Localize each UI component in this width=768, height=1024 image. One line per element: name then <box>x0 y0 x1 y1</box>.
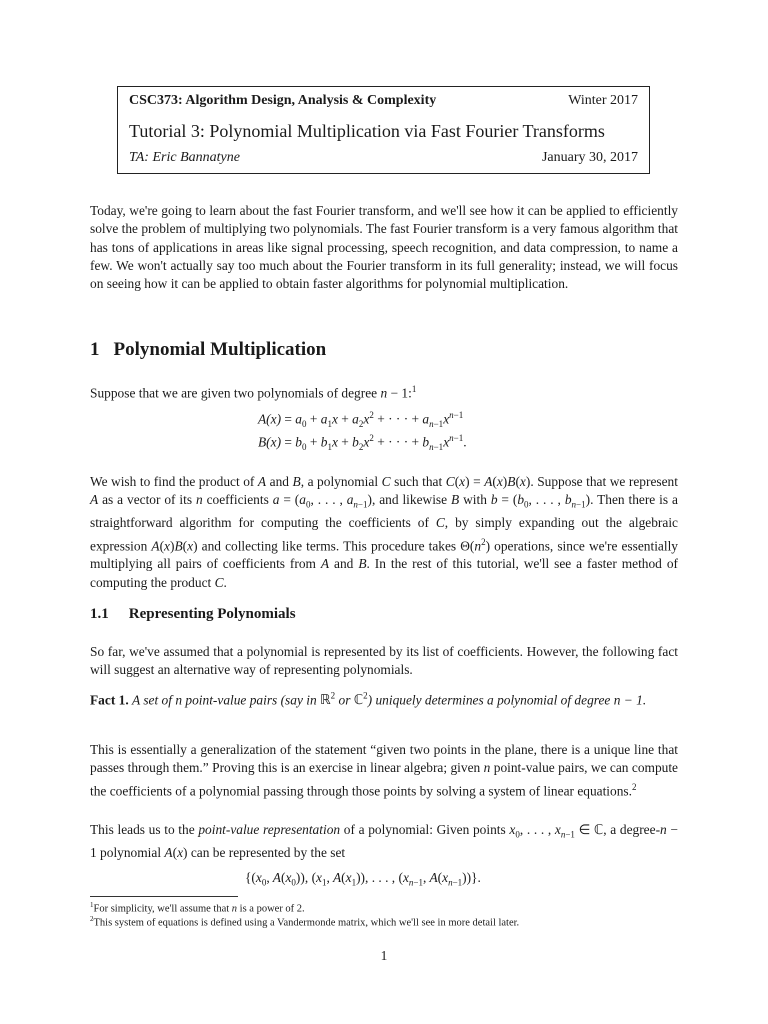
section11-paragraph-1: So far, we've assumed that a polynomial is represented by its list of coefficients. However, the following fact will suggest an alternative way of representing polynomials. <box>90 644 678 678</box>
s11p3-d: , a degree- <box>603 822 661 837</box>
equation-point-value-set: {($x_0$, $A(x_0)$), ($x_1$, $A(x_1)$), . . . , ($x_{n-1}$, $A(x_{n-1})$)}. <box>245 870 481 888</box>
s1p2-k: , by simply expanding out the algebraic expression <box>90 515 678 554</box>
subsection-heading <box>90 606 296 623</box>
footnote-1-mark: 1 <box>90 901 94 909</box>
s1p1-text: Suppose that we are given two polynomials of degree <box>90 385 378 401</box>
subsection-title: Representing Polynomials <box>128 606 296 622</box>
fact-c: or <box>338 692 351 708</box>
ta-name: TA: Eric Bannatyne <box>129 150 240 165</box>
term: Winter 2017 <box>568 93 638 108</box>
s11p3-a: This leads us to the <box>90 822 195 837</box>
s1p2-g: coefficients <box>206 492 269 508</box>
section11-paragraph-2: This is essentially a generalization of the statement “given two points in the plane, there is a unique line that passes through them.” Proving this is an exercise in linear algebra; given n point-value pairs, we can compute the coefficients of a polynomial passing through those points by solving a system of linear equations.$^2$ <box>90 742 678 799</box>
s11p3-c: of a polynomial: Given points <box>343 822 506 837</box>
date: January 30, 2017 <box>541 150 638 165</box>
footnote-1-b: is a power of 2. <box>239 903 305 915</box>
s1p2-d: such that <box>394 474 443 489</box>
section1-paragraph-2: We wish to find the product of A and B, a polynomial C such that C(x) = A(x)B(x). Suppose that we represent A as a vector of its n coefficients $a = (a_0$, . . . , $a_{n-1}$), and likewise B with $b = (b_0$, . . . , $b_{n-1}$). Then there is a straightforward algorithm for computing the coefficients of C, by simply expanding out the algebraic expression A(x)B(x) and collecting like terms. This procedure takes $\Theta(n^2)$ operations, since we're essentially multiplying all pairs of coefficients from A and B. In the rest of this tutorial, we'll see a faster method of computing the product C. <box>90 474 679 590</box>
tutorial-title: Tutorial 3: Polynomial Multiplication via Fast Fourier Transforms <box>129 121 605 141</box>
equation-b: $B(x) = b_0 + b_1x + b_2x^2$ + · · · + $b_{n-1}x^{n-1}$. <box>258 433 467 453</box>
section1-paragraph-1: Suppose that we are given two polynomials of degree n − 1:$^1$ <box>90 384 417 401</box>
s1p2-o: . In the rest of this tutorial, we'll see a faster method of computing the product <box>90 556 678 590</box>
section-title: Polynomial Multiplication <box>113 339 327 360</box>
fact-d: ) uniquely determines a polynomial of degree <box>367 692 611 708</box>
footnote-1-a: For simplicity, we'll assume that <box>93 903 230 915</box>
s11p2-b: point-value pairs, we can compute the coefficients of a polynomial passing through those points by solving a system of linear equations. <box>90 760 678 799</box>
s1p2-h: , and likewise <box>371 492 448 508</box>
s1p2-a: We wish to find the product of <box>90 474 255 489</box>
footnote-2 <box>90 912 680 931</box>
s1p2-i: with <box>463 492 487 508</box>
course-name: CSC373: Algorithm Design, Analysis & Complexity <box>129 93 437 108</box>
s1p2-b: and <box>269 474 289 489</box>
subsection-number: 1.1 <box>90 606 109 622</box>
point-value-term: point-value representation <box>198 822 341 837</box>
s1p2-l: and collecting like terms. This procedure takes <box>201 538 457 554</box>
footnote-rule <box>90 896 238 897</box>
fact-label: Fact 1. <box>90 692 129 708</box>
header-row-ta <box>129 150 638 168</box>
intro-paragraph: Today, we're going to learn about the fast Fourier transform, and we'll see how it can be applied to efficiently solve the problem of multiplying two polynomials. The fast Fourier transform is a very famous algorithm that has tons of applications in areas like signal processing, speech recognition, and data compression, to name a few. We won't actually say too much about the Fourier transform in its full generality; instead, we will focus on seeing how it can be applied to obtain faster algorithms for polynomial multiplication. <box>90 203 678 292</box>
fact-1: Fact 1. A set of n point-value pairs (say in ℝ$^2$ or ℂ$^2$) uniquely determines a polynomial of degree n − 1. <box>90 691 647 708</box>
fact-a: A set of <box>132 692 172 708</box>
section11-paragraph-3: This leads us to the point-value representation of a polynomial: Given points $x_0$, . . . , $x_{n-1}$ ∈ ℂ, a degree-n − 1 polynomial A(x) can be represented by the set <box>90 822 678 860</box>
header-box <box>117 86 650 174</box>
footnote-2-mark: 2 <box>90 915 94 923</box>
s1p2-j: . Then there is a straightforward algorithm for computing the coefficients of <box>90 492 678 531</box>
s1p2-c: , a polynomial <box>300 474 379 489</box>
s1p2-m: operations, since we're essentially multiplying all pairs of coefficients from <box>90 538 679 572</box>
s1p2-f: as a vector of its <box>102 492 193 508</box>
s1p2-e: . Suppose that we represent <box>530 474 678 489</box>
header-row-course <box>129 93 638 111</box>
s1p2-n: and <box>334 556 354 572</box>
equation-a: $A(x) = a_0 + a_1x + a_2x^2$ + · · · + $a_{n-1}x^{n-1}$ <box>258 410 464 430</box>
fact-b: point-value pairs (say in <box>185 692 317 708</box>
section-number: 1 <box>90 339 100 360</box>
s11p2-a: This is essentially a generalization of the statement “given two points in the plane, there is a unique line that passes through them.” Proving this is an exercise in linear algebra; given <box>90 742 678 776</box>
footnote-2-text: This system of equations is defined using a Vandermonde matrix, which we'll see in more detail later. <box>93 917 520 929</box>
page-number: 1 <box>380 948 388 963</box>
s11p3-e: polynomial <box>100 844 162 860</box>
footnote-1: $^1$For simplicity, we'll assume that n is a power of 2. <box>90 901 305 915</box>
section-heading <box>90 339 326 361</box>
s11p3-f: can be represented by the set <box>190 844 346 860</box>
